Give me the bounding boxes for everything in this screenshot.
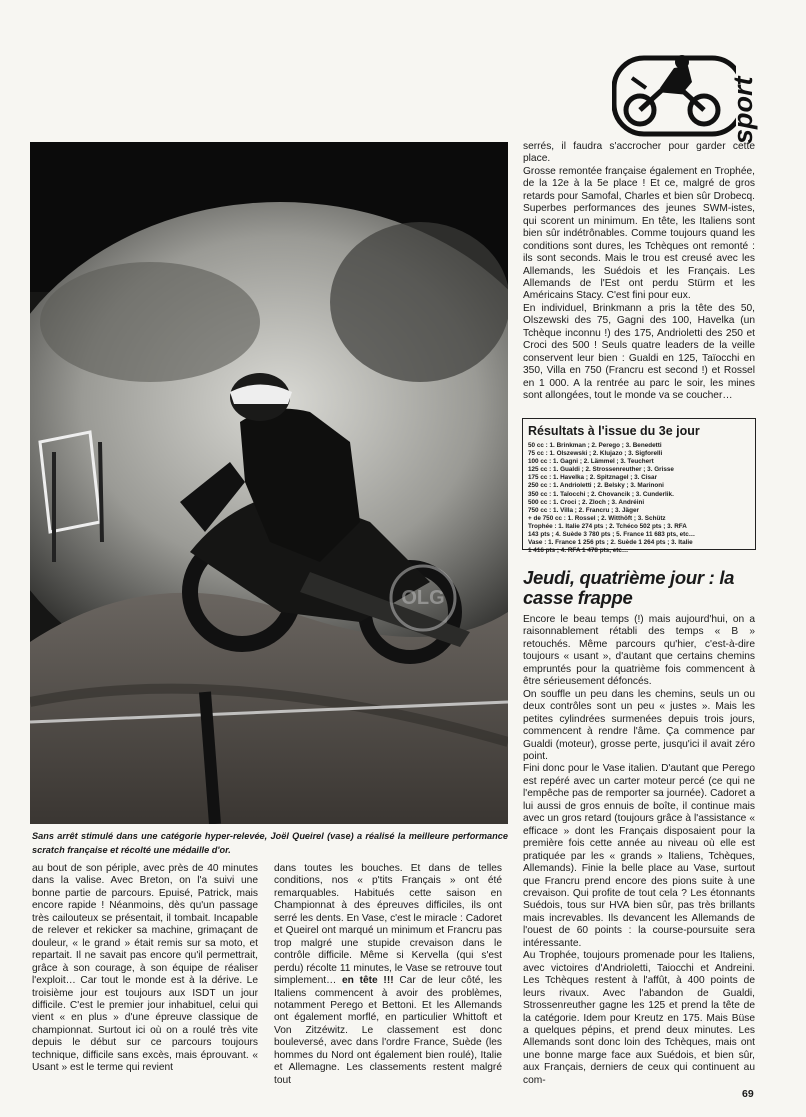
results-title: Résultats à l'issue du 3e jour bbox=[528, 424, 700, 438]
watermark-stamp bbox=[388, 560, 458, 636]
article-paragraph: En individuel, Brinkmann a pris la tête des 50, Olszewski des 75, Gagni des 100, Havelka (un Tchèque inconnu !) des 175, Andrioletti des 250 et Croci des 500 ! Seuls quatre leaders de la veille conservent leur bien : Gualdi en 125, Taïocchi en 350, Villa en 750 (Francru est second !) et Rossel en 1 000. A la rentrée au parc le soir, les mines sont allongées, tout le monde va se coucher… bbox=[523, 302, 755, 402]
results-line: 1 416 pts ; 4. RFA 1 478 pts, etc… bbox=[528, 547, 629, 555]
article-text: dans toutes les bouches. Et dans de telles conditions, nos « p'tits Français » ont été remarquables. Habitués cette saison en Championnat à des épreuves difficiles, ils ont serré les dents. En Vase, c'est le miracle : Cadoret et Queirel ont marqué un minimum et Francru pas trop malgré une stupide crevaison dans le contrôle difficile. Même si Kervella (qui s'est perdu) récolte 11 minutes, le Vase se retrouve tout simplement… bbox=[274, 863, 502, 987]
article-paragraph: On souffle un peu dans les chemins, seuls un ou deux contrôles sont un peu « justes ». Mais les petites cylindrées surmenées depuis trois jours, commencent à rendre l'âme. Ça commence par Gualdi (moteur), grosse perte, jusqu'ici il avait zéro point. bbox=[523, 688, 755, 762]
page-number: 69 bbox=[742, 1088, 754, 1100]
results-line: 250 cc : 1. Andrioletti ; 2. Belsky ; 3. Marinoni bbox=[528, 482, 664, 490]
results-line: Vase : 1. France 1 256 pts ; 2. Suède 1 264 pts ; 3. Italie bbox=[528, 539, 693, 547]
article-paragraph: serrés, il faudra s'accrocher pour garder cette place. bbox=[523, 141, 755, 165]
article-paragraph: Grosse remontée française également en Trophée, de la 12e à la 5e place ! Et ce, malgré de gros retards pour Samofal, Charles et bien sûr Drobecq. Superbes performances des jeunes SWM-istes, qui scorent un minimum. En tête, les Italiens sont bien sûr indétrônables. Comme toujours quand les conditions sont dures, les Tchèques ont remonté : ils sont seconds. Mais le trou est creusé avec les Allemands, les Suédois et les Français. Les Allemands de l'Est ont perdu Stürm et les Américains Stacy. C'est fini pour eux. bbox=[523, 165, 755, 302]
results-line: 100 cc : 1. Gagni ; 2. Lämmel ; 3. Teuchert bbox=[528, 458, 654, 466]
article-paragraph: Encore le beau temps (!) mais aujourd'hui, on a raisonnablement rétabli des temps « B » retouchés. Même parcours qu'hier, c'est-à-dire toujours « usant », d'autant que certains chemins empruntés pour la quatrième fois commencent à être sérieusement défoncés. bbox=[523, 614, 755, 688]
results-line: Trophée : 1. Italie 274 pts ; 2. Tchéco 502 pts ; 3. RFA bbox=[528, 522, 687, 530]
results-box bbox=[522, 418, 756, 555]
photo-caption: Sans arrêt stimulé dans une catégorie hyper-relevée, Joël Queirel (vase) a réalisé la meilleure performance scratch française et récolté une médaille d'or. bbox=[32, 831, 508, 855]
article-column-2 bbox=[274, 863, 502, 1087]
article-column-4 bbox=[523, 614, 755, 1087]
results-line: 75 cc : 1. Olszewski ; 2. Klujazo ; 3. Sigforelli bbox=[528, 450, 663, 458]
results-line: + de 750 cc : 1. Rossel ; 2. Witthöft ; 3. Schütz bbox=[528, 514, 666, 522]
results-line: 125 cc : 1. Gualdi ; 2. Strossenreuther ; 3. Grisse bbox=[528, 466, 674, 474]
results-line: 175 cc : 1. Havelka ; 2. Spitznagel ; 3. Cisar bbox=[528, 474, 658, 482]
article-paragraph bbox=[274, 863, 502, 1087]
results-line: 750 cc : 1. Villa ; 2. Francru ; 3. Jäger bbox=[528, 506, 639, 514]
article-text: Car de leur côté, les Italiens commencent à avoir des problèmes, notamment Perego et Bettoni. Et les Allemands ont également morflé, en particulier Whittoft et Von Zitzéwitz. Le classement est donc bouleversé, avec dans l'ordre France, Suède (les hommes du Nord ont également bien roulé), Italie et Allemagne. Les classements restent malgré tout bbox=[274, 975, 503, 1086]
watermark-text: OLG bbox=[401, 587, 445, 609]
article-emphasis: en tête !!! bbox=[342, 975, 394, 987]
results-line: 50 cc : 1. Brinkman ; 2. Perego ; 3. Benedetti bbox=[528, 442, 662, 449]
article-column-3 bbox=[523, 141, 755, 403]
results-line: 500 cc : 1. Croci ; 2. Zloch ; 3. Andréini bbox=[528, 498, 645, 506]
results-line: 143 pts ; 4. Suède 3 780 pts ; 5. France 11 683 pts, etc… bbox=[528, 531, 696, 539]
rider-photo bbox=[30, 142, 508, 824]
article-column-1 bbox=[32, 863, 258, 1075]
article-paragraph: au bout de son périple, avec près de 40 minutes dans la valise. Avec Breton, on l'a suivi une bonne partie de parcours. Epuisé, Patrick, mais encore rapide ! Néanmoins, dès qu'un passage très cailouteux se présentait, il tombait. Incapable de relever et rekicker sa machine, grimaçant de douleur, « le grand » était remis sur sa moto, et repartait. Il ne savait pas encore qu'il permettrait, grâce à son courage, à son équipe de réaliser l'exploit… Car tout le monde est à la dérive. Le troisième jour est toujours aux ISDT un jour difficile. C'est le premier jour inhabituel, celui qui vient « en plus » d'une épreuve classique de championnat. Surtout ici où on a roulé très vite depuis le début sur ce parcours toujours technique, difficile sans excès, mais éprouvant. « Usant » est le terme qui revient bbox=[32, 863, 258, 1074]
results-line: 350 cc : 1. Taïocchi ; 2. Chovancik ; 3. Cunderlik. bbox=[528, 490, 674, 498]
article-paragraph: Fini donc pour le Vase italien. D'autant que Perego est repéré avec un carter moteur percé (ce qui ne l'empêche pas de remporter sa journée). Cadoret a lui aussi de gros ennuis de boîte, il continue mais avec un gros retard (toujours grâce à l'assistance « efficace » dont les Français disposaient pour la première fois cette année au niveau où elle est pratiquée par les « grands » Italiens, Tchèques, Allemands). Finie la belle place au Vase, surtout que Francru prend encore des pions suite à une crevaison. Qui profite de tout cela ? Les étonnants Suédois, tous sur HVA bien sûr, pas très brillants mais increvables. Ils devancent les Allemands de l'ouest de 60 points : la course-poursuite sera intéressante. bbox=[523, 763, 755, 949]
article-paragraph: Au Trophée, toujours promenade pour les Italiens, avec victoires d'Andrioletti, Taiocchi et Andreini. Les Tchèques restent à l'affût, à 400 points de leurs rivaux. Avec l'abandon de Gualdi, Strossenreuther gagne les 125 et prend la tête de la catégorie. Idem pour Kreutz en 175. Mais Büse a quelques pépins, et prend deux minutes. Les Allemands sont donc loin des Tchèques, mais ont une bonne marge face aux Suédois, et bien sûr, aux Français, derniers de ceux qui continuent au com- bbox=[523, 950, 755, 1086]
sport-logo-text: sport bbox=[728, 76, 758, 144]
sport-section-logo bbox=[612, 48, 762, 146]
section-headline: Jeudi, quatrième jour : la casse frappe bbox=[523, 567, 735, 608]
